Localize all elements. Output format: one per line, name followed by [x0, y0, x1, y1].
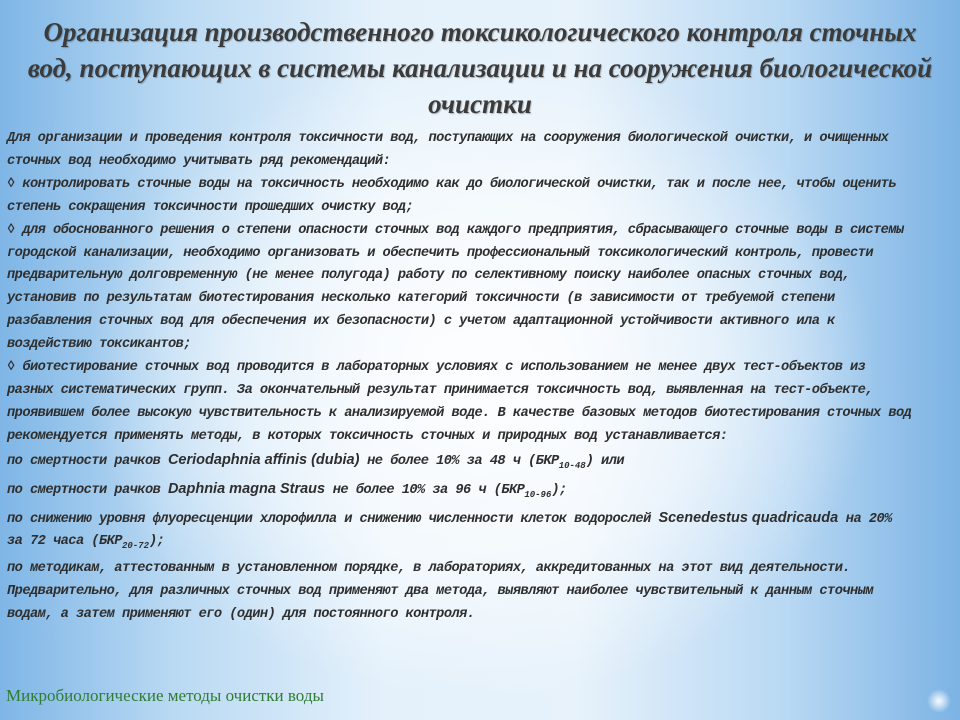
method-item — [7, 449, 912, 478]
method-prefix: по смертности рачков — [7, 482, 168, 498]
method-criterion: не более 10% за 48 ч (БКР — [359, 453, 559, 469]
method-subscript: 10-96 — [524, 489, 552, 500]
species-name: Scenedestus quadricauda — [658, 509, 839, 526]
method-prefix: по снижению уровня флуоресценции хлорофилла и снижению численности клеток водорослей — [7, 511, 659, 527]
sparkle-decoration — [926, 688, 952, 714]
method-subscript: 10-48 — [558, 460, 586, 471]
species-name: Daphnia magna Straus — [167, 480, 326, 497]
method-item — [7, 478, 912, 507]
bullet-item: ◊ для обоснованного решения о степени опасности сточных вод каждого предприятия, сбрасывающего сточные воды в системы городской канализации, необходимо организовать и обеспечить профессиональный токсикологический контроль, провести предварительную долговременную (не менее полугода) работу по селективному поиску наиболее опасных сточных вод, установив по результатам биотестирования несколько категорий токсичности (в зависимости от требуемой степени разбавления сточных вод для обеспечения их безопасности) с учетом адаптационной устойчивости активного ила к воздействию токсикантов; — [7, 222, 904, 353]
method-prefix: по смертности рачков — [7, 453, 168, 469]
intro-paragraph: Для организации и проведения контроля токсичности вод, поступающих на сооружения биологической очистки, и очищенных сточных вод необходимо учитывать ряд рекомендаций: — [7, 131, 889, 169]
bullet-item: ◊ контролировать сточные воды на токсичность необходимо как до биологической очистки, так и после нее, чтобы оценить степень сокращения токсичности прошедших очистку вод; — [7, 176, 897, 215]
footer-caption: Микробиологические методы очистки воды — [6, 686, 324, 705]
species-name: Ceriodaphnia affinis (dubia) — [167, 451, 360, 468]
method-item — [7, 507, 912, 559]
method-suffix: ); — [148, 534, 165, 550]
document-body — [7, 128, 912, 627]
page-title: Организация производственного токсикологического контроля сточных вод, поступающих в системы канализации и на сооружения биологической очистки — [27, 17, 933, 119]
method-suffix: ); — [551, 482, 567, 498]
method-item: по методикам, аттестованным в установленном порядке, в лабораториях, аккредитованных на этот вид деятельности. Предварительно, для различных сточных вод применяют два метода, выявляют наиболее чувствительный к данным сточным водам, а затем применяют его (один) для постоянного контроля. — [7, 561, 874, 623]
method-criterion: на 20% за 72 часа (БКР — [7, 511, 892, 550]
bullet-item: ◊ биотестирование сточных вод проводится в лабораторных условиях с использованием не менее двух тест-объектов из разных систематических групп. За окончательный результат принимается токсичность вод, выявленная на тест-объекте, проявившем более высокую чувствительность к анализируемой воде. В качестве базовых методов биотестирования сточных вод рекомендуется применять методы, в которых токсичность сточных и природных вод устанавливается: — [7, 360, 912, 444]
method-subscript: 20-72 — [121, 541, 149, 552]
method-suffix: ) или — [585, 453, 625, 469]
method-criterion: не более 10% за 96 ч (БКР — [325, 482, 525, 498]
